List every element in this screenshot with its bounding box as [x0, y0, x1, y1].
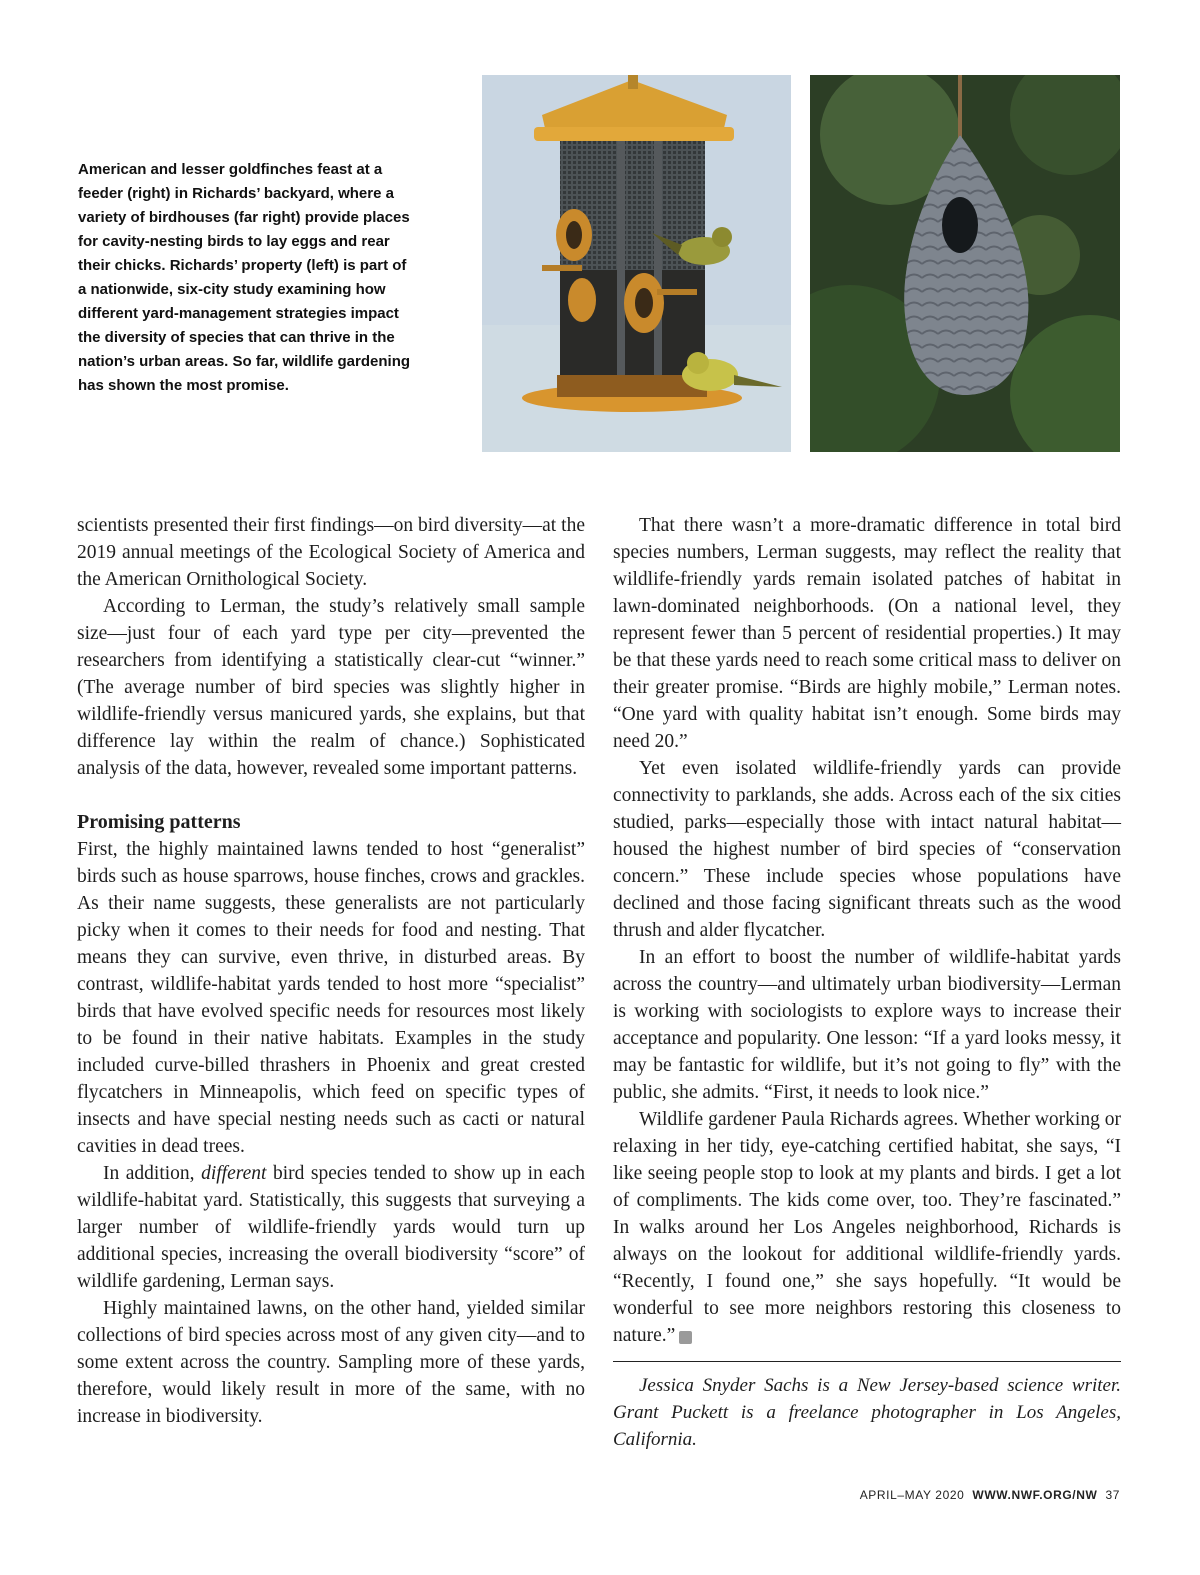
page-footer [860, 1488, 1120, 1502]
ceramic-birdhouse-illustration [810, 75, 1120, 452]
paragraph: Yet even isolated wildlife-friendly yards can provide connectivity to parklands, she adds. Across each of the six cities studied, parks—especially those with intact natural habitat—housed the highest number of bird species of “conservation concern.” These include species whose populations have declined and those facing significant threats such as the wood thrush and alder flycatcher. [613, 758, 1121, 941]
page-number: 37 [1105, 1488, 1120, 1502]
right-column [613, 512, 1121, 1453]
goldfinch-feeder-illustration [482, 75, 791, 452]
paragraph [77, 1160, 585, 1295]
text-run: In addition, [103, 1163, 202, 1184]
author-bio: Jessica Snyder Sachs is a New Jersey-based science writer. Grant Puckett is a freelance photographer in Los Angeles, California. [613, 1375, 1121, 1450]
section-heading: Promising patterns [77, 811, 241, 833]
left-column [77, 512, 585, 1430]
photo-caption: American and lesser goldfinches feast at a feeder (right) in Richards’ backyard, where a variety of birdhouses (far right) provide places for cavity-nesting birds to lay eggs and rear their chicks. Richards’ property (left) is part of a nationwide, six-city study examining how different yard-management strategies impact the diversity of species that can thrive in the nation’s urban areas. So far, wildlife gardening has shown the most promise. [78, 161, 411, 394]
text-run: bird species tended to show up in each wildlife-habitat yard. Statistically, this suggests that surveying a larger number of wildlife-friendly yards would turn up additional species, increasing the overall biodiversity “score” of wildlife gardening, Lerman says. [77, 1163, 586, 1292]
paragraph: scientists presented their first findings—on bird diversity—at the 2019 annual meetings of the Ecological Society of America and the American Ornithological Society. [77, 515, 585, 590]
paragraph: In an effort to boost the number of wildlife-habitat yards across the country—and ultimately urban biodiversity—Lerman is working with sociologists to explore ways to increase their acceptance and popularity. One lesson: “If a yard looks messy, it may be fantastic for wildlife, but it’s not going to fly” with the public, she admits. “First, it needs to look nice.” [613, 947, 1121, 1103]
paragraph [613, 1106, 1121, 1349]
website-url: WWW.NWF.ORG/NW [972, 1488, 1098, 1502]
birdhouse-photo [810, 75, 1120, 452]
emphasis: different [201, 1163, 267, 1184]
bird-feeder-photo [482, 75, 791, 452]
issue-date: APRIL–MAY 2020 [859, 1488, 965, 1502]
text-run: Wildlife gardener Paula Richards agrees. Whether working or relaxing in her tidy, eye-catching certified habitat, she says, “I like seeing people stop to look at my plants and birds. I get a lot of compliments. The kids come over, too. They’re fascinated.” In walks around her Los Angeles neighborhood, Richards is always on the lookout for additional wildlife-friendly yards. “Recently, I found one,” she says hopefully. “It would be wonderful to see more neighbors restoring this closeness to nature.” [613, 1109, 1121, 1346]
paragraph: That there wasn’t a more-dramatic difference in total bird species numbers, Lerman suggests, may reflect the reality that wildlife-friendly yards remain isolated patches of habitat in lawn-dominated neighborhoods. (On a national level, they represent fewer than 5 percent of residential properties.) It may be that these yards need to reach some critical mass to deliver on their greater promise. “Birds are highly mobile,” Lerman notes. “One yard with quality habitat isn’t enough. Some birds may need 20.” [613, 515, 1121, 752]
end-mark-icon: W [679, 1331, 692, 1344]
paragraph: Highly maintained lawns, on the other hand, yielded similar collections of bird species across most of any given city—and to some extent across the country. Sampling more of these yards, therefore, would likely result in more of the same, with no increase in biodiversity. [77, 1298, 585, 1427]
paragraph: According to Lerman, the study’s relatively small sample size—just four of each yard type per city—prevented the researchers from identifying a statistically clear-cut “winner.” (The average number of bird species was slightly higher in wildlife-friendly versus manicured yards, she explains, but that difference lay within the realm of chance.) Sophisticated analysis of the data, however, revealed some important patterns. [77, 596, 585, 779]
divider [613, 1361, 1121, 1362]
paragraph: First, the highly maintained lawns tended to host “generalist” birds such as house sparrows, house finches, crows and grackles. As their name suggests, these generalists are not particularly picky when it comes to their needs for food and nesting. That means they can survive, even thrive, in disturbed areas. By contrast, wildlife-habitat yards tended to host more “specialist” birds that have evolved specific needs for resources most likely to be found in their native habitats. Examples in the study included curve-billed thrashers in Phoenix and great crested flycatchers in Minneapolis, which feed on specific types of insects and have special nesting needs such as cacti or natural cavities in dead trees. [77, 839, 585, 1157]
